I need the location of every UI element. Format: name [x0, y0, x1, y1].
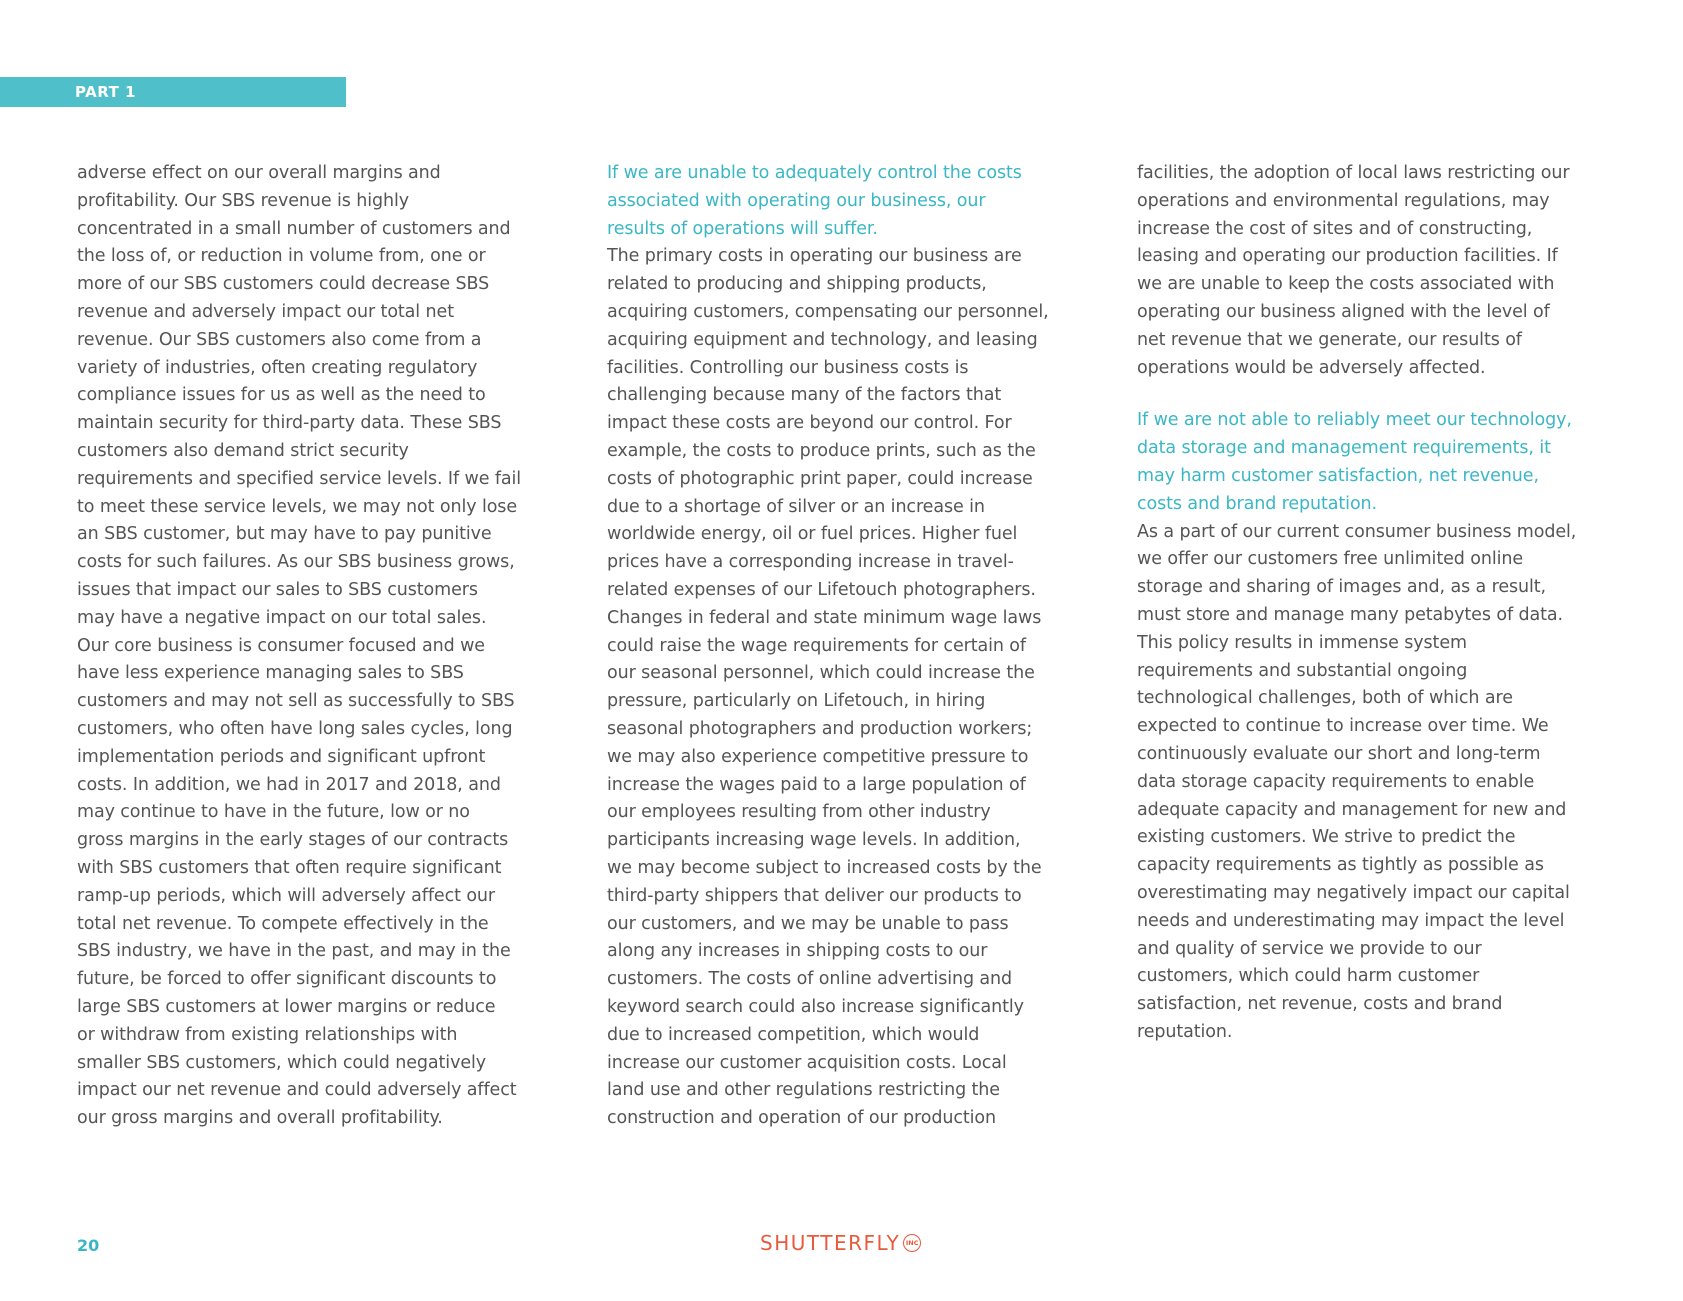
inc-badge-icon: INC: [903, 1234, 921, 1252]
text-column-1: [77, 160, 607, 1133]
logo-wordmark: SHUTTERFLY: [760, 1231, 901, 1255]
section-band: [0, 77, 346, 107]
risk-heading-costs: If we are unable to adequately control the costs associated with operating our business, our results of operations will suffer.: [607, 163, 1022, 239]
body-paragraph: The primary costs in operating our business are related to producing and shipping products, acquiring customers, compensating our personnel, acquiring equipment and technology, and leasing facilities. Controlling our business costs is challenging because many of the factors that impact these costs are beyond our control. For example, the costs to produce prints, such as the costs of photographic print paper, could increase due to a shortage of silver or an increase in worldwide energy, oil or fuel prices. Higher fuel prices have a corresponding increase in travel- related expenses of our Lifetouch photographers. Changes in federal and state minimum wage laws could raise the wage requirements for certain of our seasonal personnel, which could increase the pressure, particularly on Lifetouch, in hiring seasonal photographers and production workers; we may also experience competitive pressure to increase the wages paid to a large population of our employees resulting from other industry participants increasing wage levels. In addition, we may become subject to increased costs by the third-party shippers that deliver our products to our customers, and we may be unable to pass along any increases in shipping costs to our customers. The costs of online advertising and keyword search could also increase significantly due to increased competition, which would increase our customer acquisition costs. Local land use and other regulations restricting the construction and operation of our production: [607, 246, 1049, 1129]
body-paragraph: facilities, the adoption of local laws restricting our operations and environmental regulations, may increase the cost of sites and of constructing, leasing and operating our production facilities. If we are unable to keep the costs associated with operating our business aligned with the level of net revenue that we generate, our results of operations would be adversely affected.: [1137, 163, 1570, 378]
risk-heading-technology: If we are not able to reliably meet our technology, data storage and management requirements, it may harm customer satisfaction, net revenue, costs and brand reputation.: [1137, 410, 1572, 514]
body-paragraph: adverse effect on our overall margins and profitability. Our SBS revenue is highly concentrated in a small number of customers and the loss of, or reduction in volume from, one or more of our SBS customers could decrease SBS revenue and adversely impact our total net revenue. Our SBS customers also come from a variety of industries, often creating regulatory compliance issues for us as well as the need to maintain security for third-party data. These SBS customers also demand strict security requirements and specified service levels. If we fail to meet these service levels, we may not only lose an SBS customer, but may have to pay punitive costs for such failures. As our SBS business grows, issues that impact our sales to SBS customers may have a negative impact on our total sales. Our core business is consumer focused and we have less experience managing sales to SBS customers and may not sell as successfully to SBS customers, who often have long sales cycles, long implementation periods and significant upfront costs. In addition, we had in 2017 and 2018, and may continue to have in the future, low or no gross margins in the early stages of our contracts with SBS customers that often require significant ramp-up periods, which will adversely affect our total net revenue. To compete effectively in the SBS industry, we have in the past, and may in the future, be forced to offer significant discounts to large SBS customers at lower margins or reduce or withdraw from existing relationships with smaller SBS customers, which could negatively impact our net revenue and could adversely affect our gross margins and overall profitability.: [77, 163, 522, 1129]
text-column-3: [1137, 160, 1667, 1047]
text-column-2: [607, 160, 1137, 1133]
paragraph-spacer: [1137, 382, 1667, 407]
page-number: 20: [77, 1236, 100, 1255]
section-label: PART 1: [75, 83, 136, 101]
shutterfly-logo: [760, 1231, 921, 1255]
body-paragraph: As a part of our current consumer business model, we offer our customers free unlimited online storage and sharing of images and, as a result, must store and manage many petabytes of data. This policy results in immense system requirements and substantial ongoing technological challenges, both of which are expected to continue to increase over time. We continuously evaluate our short and long-term data storage capacity requirements to enable adequate capacity and management for new and existing customers. We strive to predict the capacity requirements as tightly as possible as overestimating may negatively impact our capital needs and underestimating may impact the level and quality of service we provide to our customers, which could harm customer satisfaction, net revenue, costs and brand reputation.: [1137, 521, 1577, 1042]
